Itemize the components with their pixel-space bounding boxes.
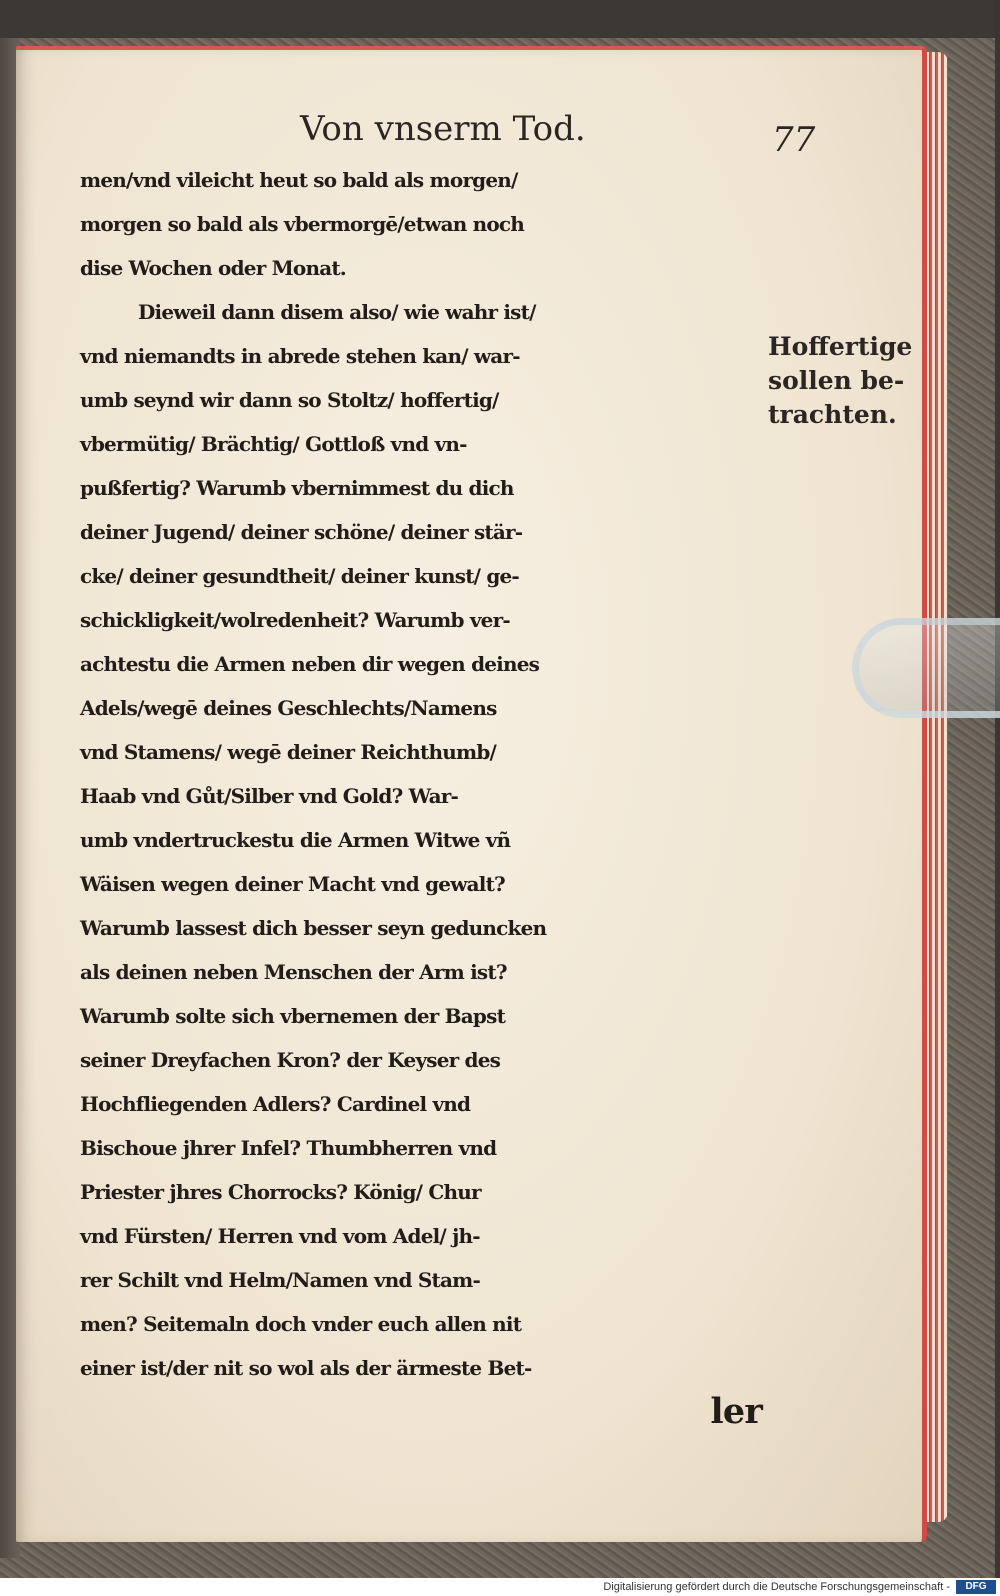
text-line: rer Schilt vnd Helm/Namen vnd Stam-	[80, 1268, 480, 1292]
text-line: vnd niemandts in abrede stehen kan/ war-	[80, 344, 520, 368]
text-line: Dieweil dann disem also/ wie wahr ist/	[138, 300, 536, 324]
text-line: Priester jhres Chorrocks? König/ Chur	[80, 1180, 481, 1204]
text-line: schickligkeit/wolredenheit? Warumb ver-	[80, 608, 510, 632]
text-line: Wäisen wegen deiner Macht vnd gewalt?	[80, 872, 505, 896]
text-line: pußfertig? Warumb vbernimmest du dich	[80, 476, 514, 500]
marginal-note-line: Hoffertige	[768, 332, 913, 361]
text-line: deiner Jugend/ deiner schöne/ deiner stär-	[80, 520, 523, 544]
text-line: umb vndertruckestu die Armen Witwe vñ	[80, 828, 511, 852]
text-line: men? Seitemaln doch vnder euch allen nit	[80, 1312, 522, 1336]
text-line: einer ist/der nit so wol als der ärmeste Bet-	[80, 1356, 532, 1380]
running-head: Von vnserm Tod.	[300, 109, 586, 149]
cover-top-edge	[0, 0, 995, 38]
text-line: men/vnd vileicht heut so bald als morgen/	[80, 168, 518, 192]
text-line: als deinen neben Menschen der Arm ist?	[80, 960, 507, 984]
text-line: seiner Dreyfachen Kron? der Keyser des	[80, 1048, 501, 1072]
marginal-note-line: sollen be-	[768, 366, 905, 395]
text-line: dise Wochen oder Monat.	[80, 256, 346, 280]
text-line: Adels/wegē deines Geschlechts/Namens	[80, 696, 497, 720]
text-line: Hochfliegenden Adlers? Cardinel vnd	[80, 1092, 471, 1116]
text-line: Warumb solte sich vbernemen der Bapst	[80, 1004, 506, 1028]
dfg-logo: DFG	[956, 1580, 996, 1594]
page-number: 77	[772, 120, 816, 160]
text-line: morgen so bald als vbermorgē/etwan noch	[80, 212, 525, 236]
text-line: vbermütig/ Brächtig/ Gottloß vnd vn-	[80, 432, 467, 456]
text-line: Bischoue jhrer Infel? Thumbherren vnd	[80, 1136, 497, 1160]
text-line: Warumb lassest dich besser seyn geduncken	[80, 916, 547, 940]
text-line: Haab vnd Gůt/Silber vnd Gold? War-	[80, 784, 458, 808]
catchword: ler	[710, 1391, 762, 1432]
page-holder-clip	[852, 618, 1000, 718]
text-line: vnd Fürsten/ Herren vnd vom Adel/ jh-	[80, 1224, 480, 1248]
text-line: cke/ deiner gesundtheit/ deiner kunst/ ge-	[80, 564, 519, 588]
marginal-note	[768, 330, 913, 432]
funding-credit: Digitalisierung gefördert durch die Deutsche Forschungsgemeinschaft -	[603, 1581, 950, 1593]
body-text	[80, 158, 780, 1434]
text-line: umb seynd wir dann so Stoltz/ hoffertig/	[80, 388, 499, 412]
text-line: vnd Stamens/ wegē deiner Reichthumb/	[80, 740, 497, 764]
marginal-note-line: trachten.	[768, 400, 897, 429]
text-line: achtestu die Armen neben dir wegen deines	[80, 652, 540, 676]
